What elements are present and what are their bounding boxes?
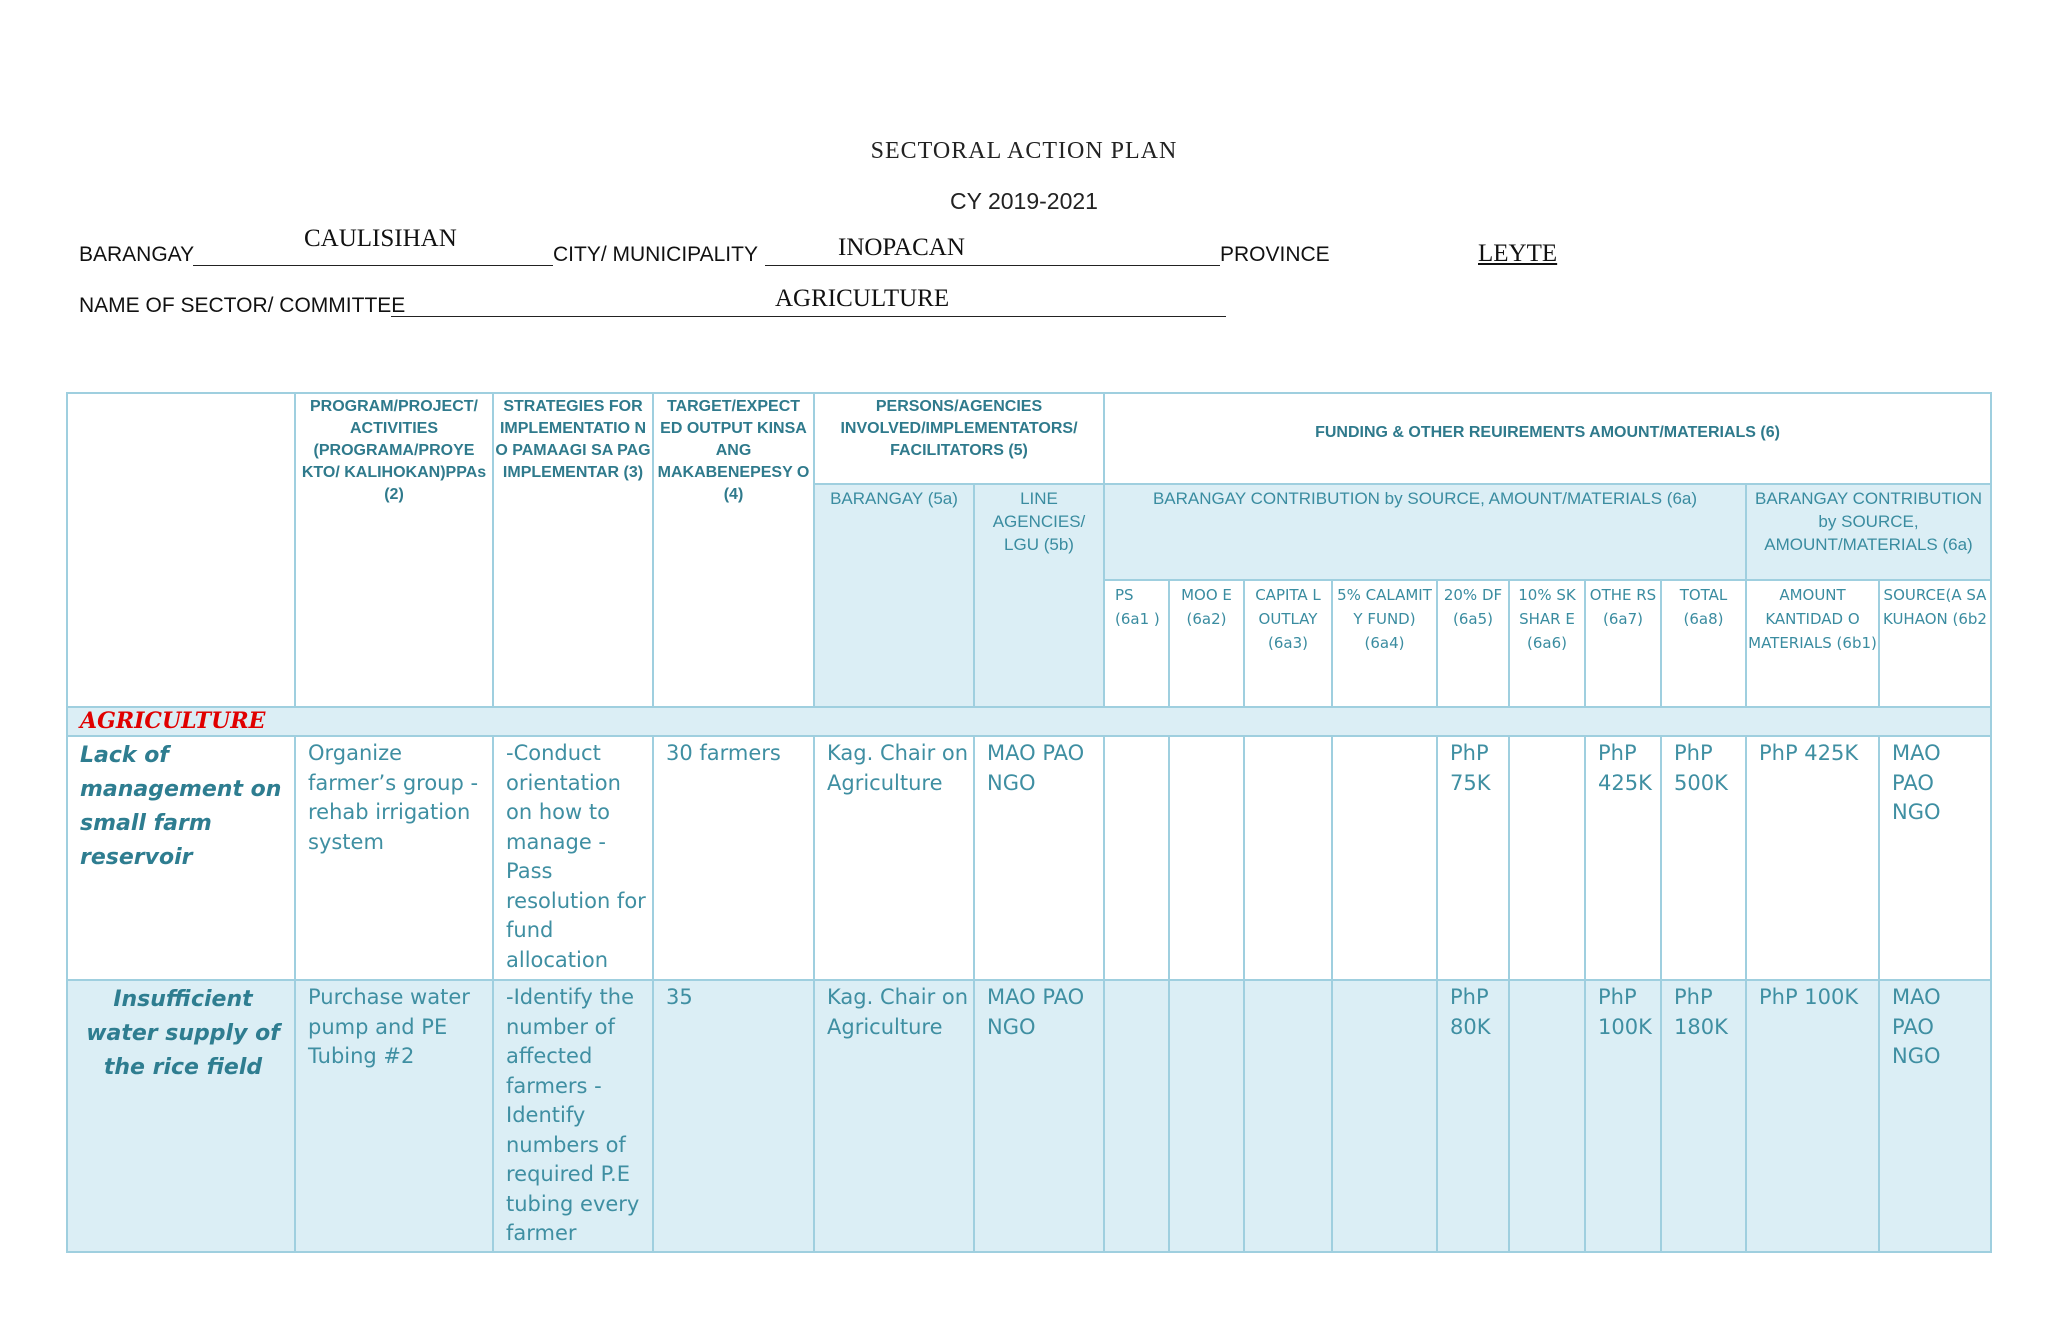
header-strategies: STRATEGIES FOR IMPLEMENTATIO N O PAMAAGI SA PAG IMPLEMENTAR (3) bbox=[493, 393, 653, 707]
barangay-cell: Kag. Chair on Agriculture bbox=[814, 980, 974, 1252]
sector-heading: AGRICULTURE bbox=[67, 707, 1991, 736]
others-cell: PhP 425K bbox=[1585, 736, 1661, 980]
header-development-fund: 20% DF (6a5) bbox=[1437, 580, 1509, 707]
document-title: SECTORAL ACTION PLAN bbox=[870, 138, 1178, 164]
header-source: SOURCE(A SA KUHAON (6b2 bbox=[1879, 580, 1991, 707]
strategies-cell: -Identify the number of affected farmers -Identify numbers of required P.E tubing every farmer bbox=[493, 980, 653, 1252]
sk-share-cell bbox=[1509, 736, 1585, 980]
header-mooe: MOO E (6a2) bbox=[1169, 580, 1244, 707]
barangay-underline bbox=[193, 265, 553, 266]
ps-cell bbox=[1104, 980, 1169, 1252]
ppa-cell: Organize farmer’s group -rehab irrigation system bbox=[295, 736, 493, 980]
mooe-cell bbox=[1169, 980, 1244, 1252]
source-cell: MAO PAO NGO bbox=[1879, 980, 1991, 1252]
barangay-value: CAULISIHAN bbox=[304, 225, 457, 252]
mooe-cell bbox=[1169, 736, 1244, 980]
sector-label: NAME OF SECTOR/ COMMITTEE bbox=[79, 294, 406, 317]
total-cell: PhP 180K bbox=[1661, 980, 1746, 1252]
table-row bbox=[67, 980, 1991, 1252]
ppa-cell: Purchase water pump and PE Tubing #2 bbox=[295, 980, 493, 1252]
header-barangay-5a: BARANGAY (5a) bbox=[814, 484, 974, 707]
calamity-fund-cell bbox=[1332, 736, 1437, 980]
strategies-cell: -Conduct orientation on how to manage -Pass resolution for fund allocation bbox=[493, 736, 653, 980]
province-label: PROVINCE bbox=[1220, 243, 1330, 266]
header-capital-outlay: CAPITA L OUTLAY (6a3) bbox=[1244, 580, 1332, 707]
header-total: TOTAL (6a8) bbox=[1661, 580, 1746, 707]
header-brgy-contribution-6b: BARANGAY CONTRIBUTION by SOURCE, AMOUNT/MATERIALS (6a) bbox=[1746, 484, 1991, 580]
city-label: CITY/ MUNICIPALITY bbox=[553, 243, 758, 266]
header-persons: PERSONS/AGENCIES INVOLVED/IMPLEMENTATORS/ FACILITATORS (5) bbox=[814, 393, 1104, 484]
sk-share-cell bbox=[1509, 980, 1585, 1252]
header-brgy-contribution-6a: BARANGAY CONTRIBUTION by SOURCE, AMOUNT/MATERIALS (6a) bbox=[1104, 484, 1746, 580]
sector-value: AGRICULTURE bbox=[775, 285, 950, 312]
header-problem-cell bbox=[67, 393, 295, 707]
development-fund-cell: PhP 80K bbox=[1437, 980, 1509, 1252]
capital-outlay-cell bbox=[1244, 980, 1332, 1252]
problem-cell: Insufficient water supply of the rice field bbox=[67, 980, 295, 1252]
line-agencies-cell: MAO PAO NGO bbox=[974, 980, 1104, 1252]
capital-outlay-cell bbox=[1244, 736, 1332, 980]
header-sk-share: 10% SK SHAR E (6a6) bbox=[1509, 580, 1585, 707]
city-underline bbox=[765, 265, 1220, 266]
header-line-agencies-5b: LINE AGENCIES/ LGU (5b) bbox=[974, 484, 1104, 707]
problem-cell: Lack of management on small farm reservoir bbox=[67, 736, 295, 980]
ps-cell bbox=[1104, 736, 1169, 980]
line-agencies-cell: MAO PAO NGO bbox=[974, 736, 1104, 980]
target-cell: 30 farmers bbox=[653, 736, 814, 980]
header-others: OTHE RS (6a7) bbox=[1585, 580, 1661, 707]
development-fund-cell: PhP 75K bbox=[1437, 736, 1509, 980]
target-cell: 35 bbox=[653, 980, 814, 1252]
table-row bbox=[67, 736, 1991, 980]
amount-cell: PhP 100K bbox=[1746, 980, 1879, 1252]
amount-cell: PhP 425K bbox=[1746, 736, 1879, 980]
header-amount: AMOUNT KANTIDAD O MATERIALS (6b1) bbox=[1746, 580, 1879, 707]
barangay-label: BARANGAY bbox=[79, 243, 195, 266]
header-calamity-fund: 5% CALAMIT Y FUND) (6a4) bbox=[1332, 580, 1437, 707]
province-value: LEYTE bbox=[1478, 240, 1558, 267]
others-cell: PhP 100K bbox=[1585, 980, 1661, 1252]
source-cell: MAO PAO NGO bbox=[1879, 736, 1991, 980]
header-ps: PS (6a1 ) bbox=[1104, 580, 1169, 707]
header-target: TARGET/EXPECT ED OUTPUT KINSA ANG MAKABENEPESY O (4) bbox=[653, 393, 814, 707]
city-value: INOPACAN bbox=[838, 234, 965, 261]
header-ppa: PROGRAM/PROJECT/ ACTIVITIES (PROGRAMA/PROYE KTO/ KALIHOKAN)PPAs (2) bbox=[295, 393, 493, 707]
action-plan-table bbox=[66, 392, 1992, 1253]
barangay-cell: Kag. Chair on Agriculture bbox=[814, 736, 974, 980]
calamity-fund-cell bbox=[1332, 980, 1437, 1252]
total-cell: PhP 500K bbox=[1661, 736, 1746, 980]
sector-underline bbox=[391, 316, 1226, 317]
header-funding: FUNDING & OTHER REUIREMENTS AMOUNT/MATERIALS (6) bbox=[1104, 393, 1991, 484]
plan-period: CY 2019-2021 bbox=[950, 188, 1098, 214]
